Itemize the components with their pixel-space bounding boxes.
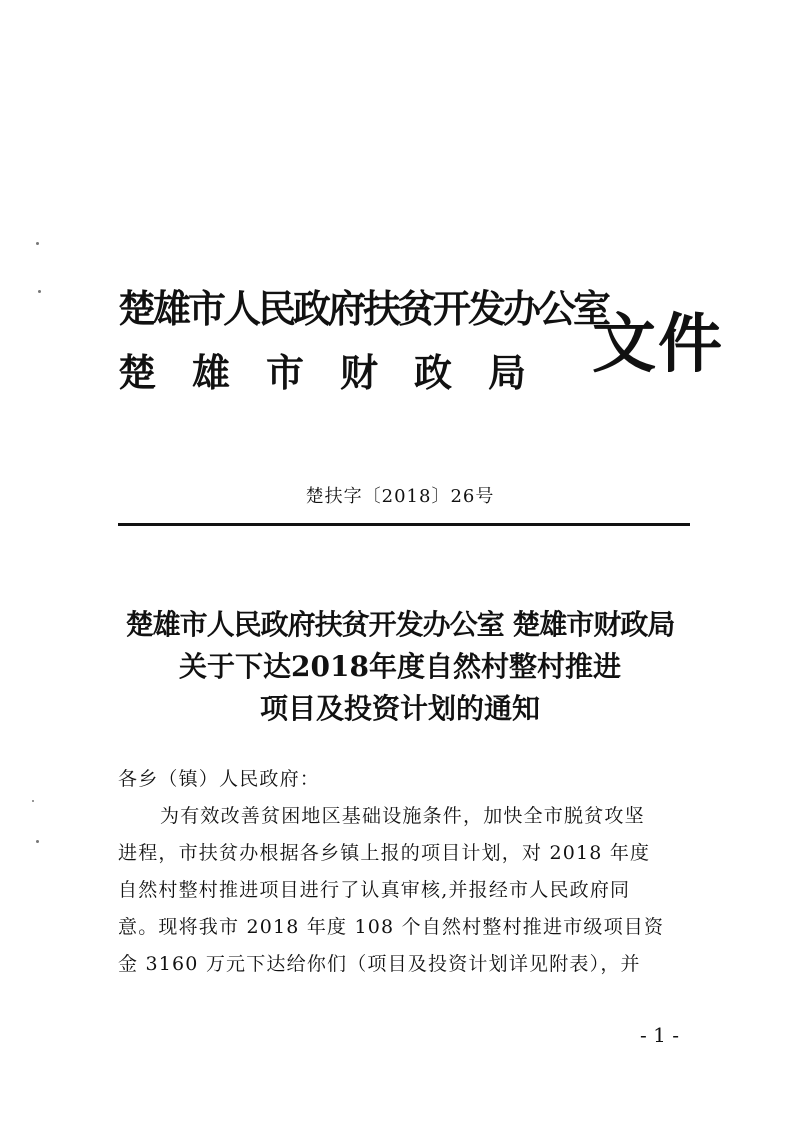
document-type-label: 文件 — [592, 307, 724, 382]
body-paragraph — [118, 798, 690, 983]
title-line-3: 项目及投资计划的通知 — [259, 692, 540, 725]
paragraph-line: 自然村整村推进项目进行了认真审核,并报经市人民政府同 — [118, 879, 631, 901]
scan-speck — [32, 800, 34, 802]
salutation: 各乡（镇）人民政府： — [118, 768, 321, 790]
scan-speck — [36, 840, 39, 843]
header-divider — [118, 523, 690, 526]
paragraph-line: 金 3160 万元下达给你们（项目及投资计划详见附表），并 — [118, 953, 641, 975]
paragraph-line: 进程，市扶贫办根据各乡镇上报的项目计划，对 2018 年度 — [118, 842, 651, 864]
title-line-2: 关于下达2018年度自然村整村推进 — [179, 650, 621, 683]
scan-speck — [36, 242, 39, 245]
page-number: - 1 - — [640, 1023, 679, 1047]
paragraph-line: 为有效改善贫困地区基础设施条件，加快全市脱贫攻坚 — [160, 805, 645, 827]
document-number: 楚扶字〔2018〕26号 — [305, 486, 495, 507]
scan-speck — [38, 290, 41, 293]
issuer-line-1: 楚雄市人民政府扶贫开发办公室 — [118, 286, 609, 331]
paragraph-line: 意。现将我市 2018 年度 108 个自然村整村推进市级项目资 — [118, 916, 665, 938]
issuer-line-2: 楚雄市财政局 — [118, 350, 563, 395]
title-line-1: 楚雄市人民政府扶贫开发办公室 楚雄市财政局 — [125, 608, 675, 641]
